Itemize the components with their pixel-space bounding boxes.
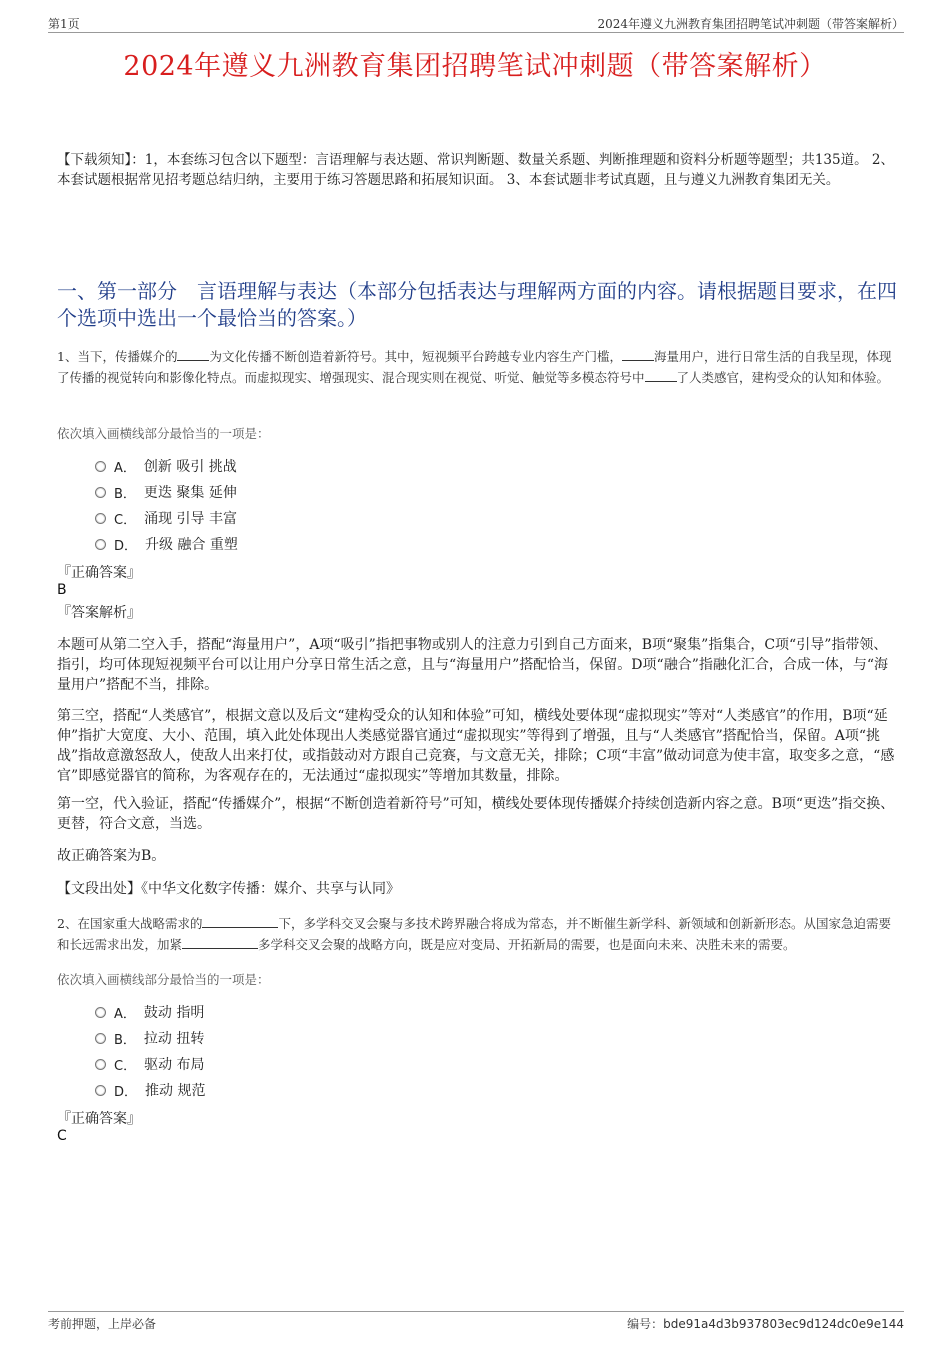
q1-source: 【文段出处】《中华文化数字传播：媒介、共享与认同》 [57,881,400,897]
q1-option-b[interactable]: B． 更迭 聚集 延伸 [95,479,238,505]
footer-code-value: bde91a4d3b937803ec9d124dc0e9e144 [663,1317,904,1331]
page-header [48,14,904,33]
radio-icon[interactable] [95,513,106,524]
footer-slogan: 考前押题，上岸必备 [48,1317,157,1331]
fill-blank [622,348,654,361]
q2-options [95,999,205,1103]
fill-blank [202,915,278,928]
q1-option-d[interactable]: D． 升级 融合 重塑 [95,531,238,557]
q2-text-part-c: 多学科交叉会聚的战略方向，既是应对变局、开拓新局的需要，也是面向未来、决胜未来的需要。 [258,937,796,952]
footer-code-label: 编号： [627,1317,664,1331]
q1-analysis-p3: 第一空，代入验证，搭配“传播媒介”，根据“不断创造着新符号”可知，横线处要体现传播媒介持续创造新内容之意。B项“更迭”指交换、更替，符合文意，当选。 [57,796,895,832]
q2-option-c[interactable]: C． 驱动 布局 [95,1051,205,1077]
document-title: 2024年遵义九洲教育集团招聘笔试冲刺题（带答案解析） [123,51,827,82]
q1-options [95,453,238,557]
q2-text-part-a: 2、在国家重大战略需求的 [57,916,203,931]
radio-icon[interactable] [95,1007,106,1018]
q1-option-c[interactable]: C． 涌现 引导 丰富 [95,505,238,531]
q1-option-a[interactable]: A． 创新 吸引 挑战 [95,453,238,479]
q2-answer-label: 『正确答案』 [57,1111,141,1127]
q2-option-d[interactable]: D． 推动 规范 [95,1077,205,1103]
radio-icon[interactable] [95,487,106,498]
fill-blank [177,348,209,361]
q1-instruction: 依次填入画横线部分最恰当的一项是： [57,426,270,441]
download-notice: 【下载须知】：1，本套练习包含以下题型：言语理解与表达题、常识判断题、数量关系题、判断推理题和资料分析题等题型；共135道。 2、本套试题根据常见招考题总结归纳，主要用于练习答题思路和拓展知识面。 3、本套试题非考试真题，且与遵义九洲教育集团无关。 [57,152,894,188]
q1-text-part-a: 1、当下，传播媒介的 [57,349,178,364]
section-heading: 一、第一部分 言语理解与表达（本部分包括表达与理解两方面的内容。请根据题目要求，在四个选项中选出一个最恰当的答案。） [57,279,897,330]
page-number: 第1页 [48,17,80,31]
q1-text-part-d: 了人类感官，建构受众的认知和体验。 [676,370,890,385]
q1-text-part-b: 为文化传播不断创造着新符号。其中，短视频平台跨越专业内容生产门槛， [209,349,622,364]
q2-option-b[interactable]: B． 拉动 扭转 [95,1025,205,1051]
fill-blank [182,936,258,949]
radio-icon[interactable] [95,1033,106,1044]
q2-answer: C [57,1128,67,1144]
question-1-text [57,346,898,388]
q1-analysis-p1: 本题可从第二空入手，搭配“海量用户”，A项“吸引”指把事物或别人的注意力引到自己方面来，B项“聚集”指集合，C项“引导”指带领、指引，均可体现短视频平台可以让用户分享日常生活之意，且与“海量用户”搭配恰当，保留。D项“融合”指融化汇合，合成一体，与“海量用户”搭配不当，排除。 [57,637,889,693]
q2-instruction: 依次填入画横线部分最恰当的一项是： [57,972,270,987]
radio-icon[interactable] [95,461,106,472]
q1-answer: B [57,582,67,598]
q2-text-part-b: 下，多学科交叉会聚与多技术跨界融合将成为常态，并不断催生新学科、新领域和创新新形态。从国家急迫需要和长远需求出发，加紧 [57,916,891,952]
q1-analysis-p4: 故正确答案为B。 [57,848,166,864]
q1-analysis-p2: 第三空，搭配“人类感官”，根据文意以及后文“建构受众的认知和体验”可知，横线处要体现“虚拟现实”等对“人类感官”的作用，B项“延伸”指扩大宽度、大小、范围，填入此处体现出人类感觉器官通过“虚拟现实”等得到了增强，且与“人类感官”搭配恰当，保留。A项“挑战”指故意激怒敌人，使敌人出来打仗，或指鼓动对方跟自己竞赛，与文意无关，排除；C项“丰富”做动词意为使丰富，取变多之意，“感官”即感觉器官的简称，为客观存在的，无法通过“虚拟现实”等增加其数量，排除。 [57,708,895,784]
page-footer [48,1311,904,1332]
fill-blank [645,369,677,382]
q1-text-part-c: 海量用户，进行日常生活的自我呈现，体现了传播的视觉转向和影像化特点。而虚拟现实、增强现实、混合现实则在视觉、听觉、触觉等多模态符号中 [57,349,892,385]
q2-option-a[interactable]: A． 鼓动 指明 [95,999,205,1025]
footer-code [627,1315,904,1332]
q1-answer-label: 『正确答案』 [57,565,141,581]
q1-analysis-label: 『答案解析』 [57,605,141,621]
radio-icon[interactable] [95,539,106,550]
header-doc-title: 2024年遵义九洲教育集团招聘笔试冲刺题（带答案解析） [597,17,904,31]
radio-icon[interactable] [95,1059,106,1070]
question-2-text [57,913,898,955]
radio-icon[interactable] [95,1085,106,1096]
